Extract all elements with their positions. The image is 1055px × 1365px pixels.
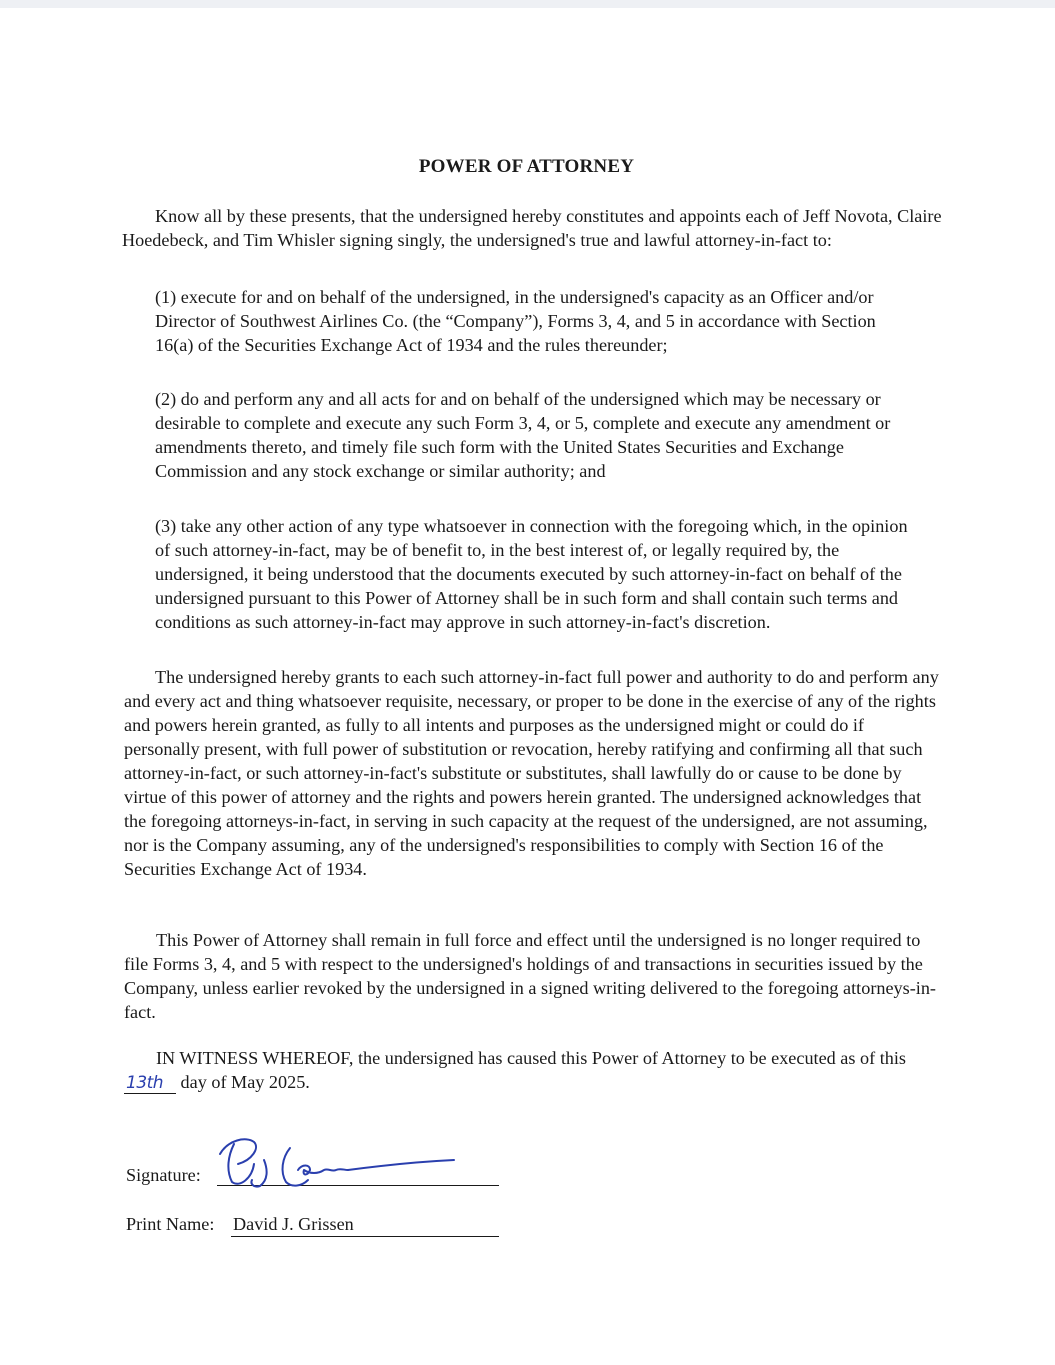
handwritten-day: 13th [126, 1073, 164, 1093]
document-title: POWER OF ATTORNEY [418, 156, 635, 177]
print-name-value: David J. Grissen [233, 1214, 354, 1234]
print-name-label: Print Name: [126, 1214, 215, 1234]
grant-paragraph: The undersigned hereby grants to each such attorney-in-fact full power and authority to do and perform any and every act and thing whatsoever requisite, necessary, or proper to be done in the exercise of any of the rights and powers herein granted, as fully to all intents and purposes as the undersigned might or could do if personally present, with full power of substitution or revocation, hereby ratifying and confirming all that such attorney-in-fact, or such attorney-in-fact's substitute or substitutes, shall lawfully do or cause to be done by virtue of this power of attorney and the rights and powers herein granted. The undersigned acknowledges that the foregoing attorneys-in-fact, in serving in such capacity at the request of the undersigned, are not assuming, nor is the Company assuming, any of the undersigned's responsibilities to comply with Section 16 of the Securities Exchange Act of 1934. [124, 667, 939, 879]
print-name-line [231, 1236, 499, 1237]
power-item-1: (1) execute for and on behalf of the undersigned, in the undersigned's capacity as an Officer and/or Director of Southwest Airlines Co. (the “Company”), Forms 3, 4, and 5 in accordance with Section 16(a) of the Securities Exchange Act of 1934 and the rules thereunder; [155, 287, 876, 355]
witness-text-start: IN WITNESS WHEREOF, the undersigned has caused this Power of Attorney to be executed as of this [156, 1048, 906, 1068]
power-item-2: (2) do and perform any and all acts for and on behalf of the undersigned which may be necessary or desirable to complete and execute any such Form 3, 4, or 5, complete and execute any amendment or amendments thereto, and timely file such form with the United States Securities and Exchange Commission and any stock exchange or similar authority; and [155, 389, 891, 481]
signature-label: Signature: [126, 1165, 201, 1185]
power-item-3: (3) take any other action of any type whatsoever in connection with the foregoing which, in the opinion of such attorney-in-fact, may be of benefit to, in the best interest of, or legally required by, the undersigned, it being understood that the documents executed by such attorney-in-fact on behalf of the undersigned pursuant to this Power of Attorney shall be in such form and shall contain such terms and conditions as such attorney-in-fact may approve in such attorney-in-fact's discretion. [155, 516, 908, 632]
handwritten-day-field [124, 1072, 176, 1094]
intro-paragraph: Know all by these presents, that the undersigned hereby constitutes and appoints each of Jeff Novota, Claire Hoedebeck, and Tim Whisler signing singly, the undersigned's true and lawful attorney-in-fact to: [122, 206, 942, 250]
witness-text-end: day of May 2025. [176, 1072, 310, 1092]
witness-paragraph [124, 1046, 944, 1094]
duration-paragraph: This Power of Attorney shall remain in full force and effect until the undersigned is no longer required to file Forms 3, 4, and 5 with respect to the undersigned's holdings of and transactions in securities issued by the Company, unless earlier revoked by the undersigned in a signed writing delivered to the foregoing attorneys-in-fact. [124, 930, 936, 1022]
handwritten-signature [198, 1130, 468, 1192]
